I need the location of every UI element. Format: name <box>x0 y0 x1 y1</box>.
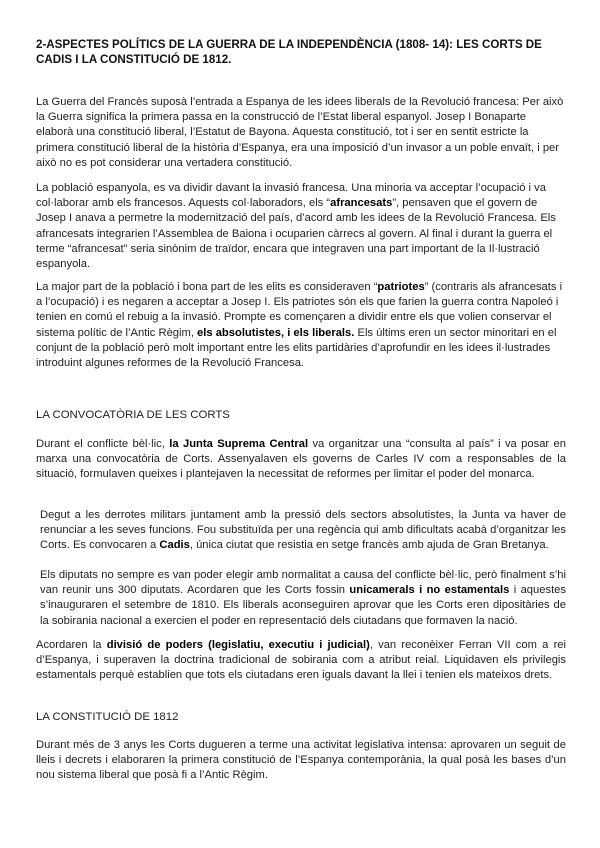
text: ”, pensaven que el govern de Josep I anava a permetre la modernització del país, d’acord amb les idees de la Revolució Francesa. Els afrancesats integrarien l’Assemblea de Baiona i ocuparien càrrecs al govern. Al final i durant la guerra el terme “afrancesat” seria sinònim de traïdor, encara que integraven una part important de la Il·lustració espanyola. <box>36 197 556 271</box>
text: Els últims eren un sector minoritari en el conjunt de la població però molt important entre les elits partidàries d’aprofundir en les idees il·lustrades introduint algunes reformes de la Revolució Francesa. <box>36 326 557 370</box>
paragraph-diputats <box>36 568 566 629</box>
bold-term: unicamerals i no estamentals <box>349 584 510 597</box>
text: Degut a les derrotes militars juntament amb la pressió dels sectors absolutistes, la Junta va haver de renunciar a les seves funcions. Fou substituïda per una regència qui amb dificultats acabà d’organitzar les Corts. Es convocaren a <box>40 509 566 552</box>
bold-term: divisió de poders (legislatiu, executiu i judicial) <box>106 639 370 651</box>
bold-term: Cadis <box>159 539 190 552</box>
text: , van reconèixer Ferran VII com a rei d’Espanya, i superaven la doctrina tradicional de sobirania com a atribut reial. Liquidaven els privilegis estamentals perquè establien que tots els ciutadans eren iguals davant la llei i tenien els mateixos drets. <box>36 639 566 682</box>
text: va organitzar una “consulta al país” i va posar en marxa una convocatòria de Corts. Assenyalaven els governs de Carles IV com a responsables de la situació, formulaven queixes i plantejaven la necessitat de reformes per limitar el poder del monarca. <box>36 438 566 481</box>
paragraph-patriotes <box>36 280 566 371</box>
text: i aquestes s’inauguraren el setembre de 1810. Els liberals aconseguiren aprovar que les Corts eren dipositàries de la sobirania nacional a exercien el poder en representació dels ciutadans que formaven la nació. <box>40 584 566 627</box>
paragraph-cadis <box>36 508 566 554</box>
section-heading-constitucio: LA CONSTITUCIÓ DE 1812 <box>36 711 179 723</box>
section-heading-convocatoria: LA CONVOCATÒRIA DE LES CORTS <box>36 409 230 421</box>
text: La població espanyola, es va dividir davant la invasió francesa. Una minoria va acceptar l’ocupació i va col·laborar amb els francesos. Aquests col·laboradors, els “ <box>36 182 546 210</box>
bold-term: afrancesats <box>330 197 393 210</box>
bold-term: la Junta Suprema Central <box>169 438 309 450</box>
text: Els diputats no sempre es van poder elegir amb normalitat a causa del conflicte bèl·lic, però finalment s’hi van reunir uns 300 diputats. Acordaren que les Corts fossin <box>40 569 566 597</box>
bold-term: els absolutistes, i els liberals. <box>197 326 355 339</box>
text: Acordaren la <box>36 639 107 651</box>
document-title: 2-ASPECTES POLÍTICS DE LA GUERRA DE LA INDEPENDÈNCIA (1808- 14): LES CORTS DE CADIS I LA CONSTITUCIÓ DE 1812. <box>36 38 542 66</box>
text: Durant el conflicte bèl·lic, <box>36 438 170 450</box>
bold-term: patriotes <box>377 281 425 293</box>
text: La major part de la població i bona part de les elits es consideraven “ <box>36 281 378 293</box>
text: ” (contraris als afrancesats i a l’ocupació) i es negaren a acceptar a Josep I. Els patriotes són els que farien la guerra contra Napoleó i tenien en comú el rebuig a la invasió. Prompte es començaren a dividir entre els que volien conservar el sistema polític de l’Antic Règim, <box>36 281 563 339</box>
paragraph-afrancesats <box>36 181 566 272</box>
paragraph-divisio-poders <box>36 638 566 684</box>
paragraph-constitucio: Durant més de 3 anys les Corts dugueren a terme una activitat legislativa intensa: aprovaren un seguit de lleis i decrets i elaboraren la primera constitució de l’Espanya contemporània, la qual posà les bases d’un nou sistema liberal que posà fi a l’Antic Règim. <box>36 739 566 782</box>
text: , única ciutat que resistia en setge francès amb ajuda de Gran Bretanya. <box>189 539 549 552</box>
paragraph-intro: La Guerra del Francès suposà l’entrada a Espanya de les idees liberals de la Revolució francesa: Per això la Guerra significa la primera passa en la construcció de l’Estat liberal espanyol. Josep I Bonaparte elaborà una constitució liberal, l’Estatut de Bayona. Aquesta constitució, tot i ser en sentit estricte la primera constitució liberal de la història d’Espanya, era una imposició d’un invasor a un poble envaït, i per això no es pot considerar una vertadera constitució. <box>36 96 564 169</box>
paragraph-junta <box>36 437 566 483</box>
